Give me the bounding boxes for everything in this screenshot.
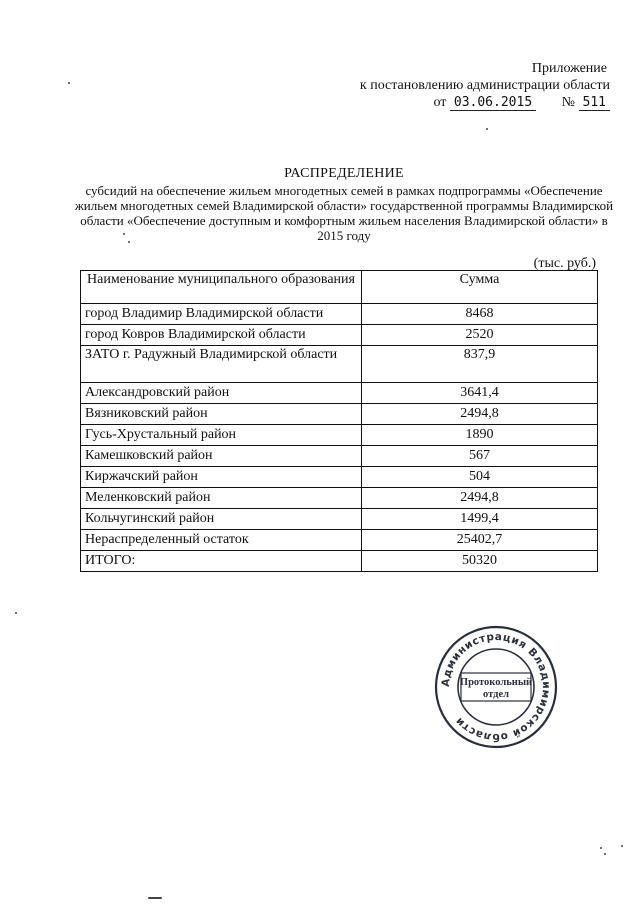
date-prefix: от: [433, 95, 447, 110]
row-name: ЗАТО г. Радужный Владимирской области: [81, 346, 362, 383]
total-amount: 50320: [362, 551, 598, 572]
speck: [148, 897, 162, 899]
table-row: [81, 467, 598, 488]
row-name: город Владимир Владимирской области: [81, 304, 362, 325]
stamp-seal-icon: [434, 625, 558, 749]
speck: [604, 853, 606, 855]
official-stamp: [434, 625, 558, 749]
appendix-title: Приложение: [531, 61, 607, 76]
table-row: [81, 325, 598, 346]
table-row: [81, 383, 598, 404]
stamp-ring-text: Администрация Владимирской области: [439, 630, 553, 744]
stamp-center-line1: Протокольный: [459, 677, 533, 688]
speck: [621, 845, 623, 847]
row-name: Гусь-Хрустальный район: [81, 425, 362, 446]
row-name: Кольчугинский район: [81, 509, 362, 530]
speck: [15, 612, 17, 614]
speck: [128, 241, 130, 243]
table-row-total: [81, 551, 598, 572]
distribution-table: [80, 270, 598, 572]
row-amount: 2494,8: [362, 488, 598, 509]
document-heading: РАСПРЕДЕЛЕНИЕ: [284, 166, 404, 181]
row-amount: 837,9: [362, 346, 598, 383]
row-amount: 2520: [362, 325, 598, 346]
row-amount: 1890: [362, 425, 598, 446]
row-name: Меленковский район: [81, 488, 362, 509]
row-amount: 1499,4: [362, 509, 598, 530]
number-prefix: №: [561, 95, 576, 110]
row-name: Александровский район: [81, 383, 362, 404]
speck: [600, 847, 602, 849]
speck: [123, 233, 125, 235]
table-header-row: [81, 271, 598, 304]
table-row: [81, 404, 598, 425]
row-name: Нераспределенный остаток: [81, 530, 362, 551]
column-header-name: Наименование муниципального образования: [81, 271, 362, 304]
appendix-block: [310, 60, 610, 111]
row-name: Камешковский район: [81, 446, 362, 467]
speck: [68, 82, 70, 84]
table-row: [81, 425, 598, 446]
row-name: Киржачский район: [81, 467, 362, 488]
column-header-amount: Сумма: [362, 271, 598, 304]
row-name: город Ковров Владимирской области: [81, 325, 362, 346]
row-amount: 25402,7: [362, 530, 598, 551]
table-row: [81, 446, 598, 467]
table-row: [81, 509, 598, 530]
units-label: (тыс. руб.): [533, 256, 596, 271]
appendix-subtitle: к постановлению администрации области: [359, 78, 610, 93]
decree-number: 511: [579, 95, 610, 111]
decree-date: 03.06.2015: [450, 95, 536, 111]
title-block: [74, 166, 614, 243]
row-amount: 3641,4: [362, 383, 598, 404]
stamp-center-line2: отдел: [483, 689, 509, 700]
decree-line: [310, 94, 610, 111]
row-name: Вязниковский район: [81, 404, 362, 425]
row-amount: 2494,8: [362, 404, 598, 425]
table-row: [81, 488, 598, 509]
table-row: [81, 304, 598, 325]
total-label: ИТОГО:: [81, 551, 362, 572]
table-row: [81, 530, 598, 551]
document-description: субсидий на обеспечение жильем многодетных семей в рамках подпрограммы «Обеспечение жильем многодетных семей Владимирской области» государственной программы Владимирской области «Обеспечение доступным и комфортным жильем населения Владимирской области» в 2015 году: [74, 183, 614, 243]
table-row: [81, 346, 598, 383]
row-amount: 8468: [362, 304, 598, 325]
row-amount: 567: [362, 446, 598, 467]
speck: [486, 128, 488, 130]
row-amount: 504: [362, 467, 598, 488]
